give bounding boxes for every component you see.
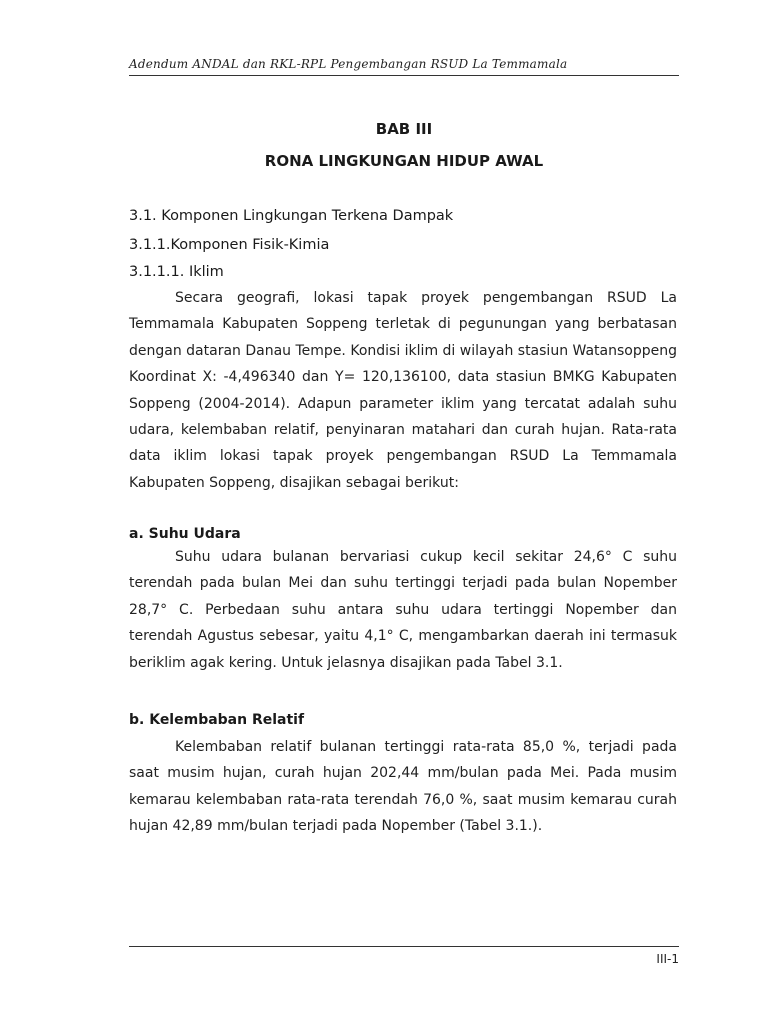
page-number: III-1 bbox=[656, 952, 679, 966]
paragraph-iklim: Secara geografi, lokasi tapak proyek pengembangan RSUD La Temmamala Kabupaten Soppeng terletak di pegunungan yang berbatasan dengan dataran Danau Tempe. Kondisi iklim di wilayah stasiun Watansoppeng Koordinat X: -4,496340 dan Y= 120,136100, data stasiun BMKG Kabupaten Soppeng (2004-2014). Adapun parameter iklim yang tercatat adalah suhu udara, kelembaban relatif, penyinaran matahari dan curah hujan. Rata-rata data iklim lokasi tapak proyek pengembangan RSUD La Temmamala Kabupaten Soppeng, disajikan sebagai berikut: bbox=[129, 290, 677, 491]
running-header: Adendum ANDAL dan RKL-RPL Pengembangan RSUD La Temmamala bbox=[129, 57, 568, 71]
paragraph-suhu-udara: Suhu udara bulanan bervariasi cukup kecil sekitar 24,6° C suhu terendah pada bulan Mei dan suhu tertinggi terjadi pada bulan Nopember 28,7° C. Perbedaan suhu antara suhu udara tertinggi Nopember dan terendah Agustus sebesar, yaitu 4,1° C, mengambarkan daerah ini termasuk beriklim agak kering. Untuk jelasnya disajikan pada Tabel 3.1. bbox=[129, 549, 677, 671]
section-heading-3-1-1: 3.1.1.Komponen Fisik-Kimia bbox=[129, 237, 330, 253]
paragraph-kelembaban-relatif: Kelembaban relatif bulanan tertinggi rata-rata 85,0 %, terjadi pada saat musim hujan, curah hujan 202,44 mm/bulan pada Mei. Pada musim kemarau kelembaban rata-rata terendah 76,0 %, saat musim kemarau curah hujan 42,89 mm/bulan terjadi pada Nopember (Tabel 3.1.). bbox=[129, 739, 677, 835]
section-heading-3-1: 3.1. Komponen Lingkungan Terkena Dampak bbox=[129, 208, 454, 224]
footer-divider bbox=[129, 946, 679, 947]
section-heading-3-1-1-1: 3.1.1.1. Iklim bbox=[129, 264, 224, 280]
subheading-kelembaban-relatif: b. Kelembaban Relatif bbox=[129, 712, 305, 728]
chapter-label: BAB III bbox=[375, 120, 433, 138]
header-divider bbox=[129, 75, 679, 76]
subheading-suhu-udara: a. Suhu Udara bbox=[129, 526, 241, 542]
chapter-title: RONA LINGKUNGAN HIDUP AWAL bbox=[264, 152, 544, 170]
